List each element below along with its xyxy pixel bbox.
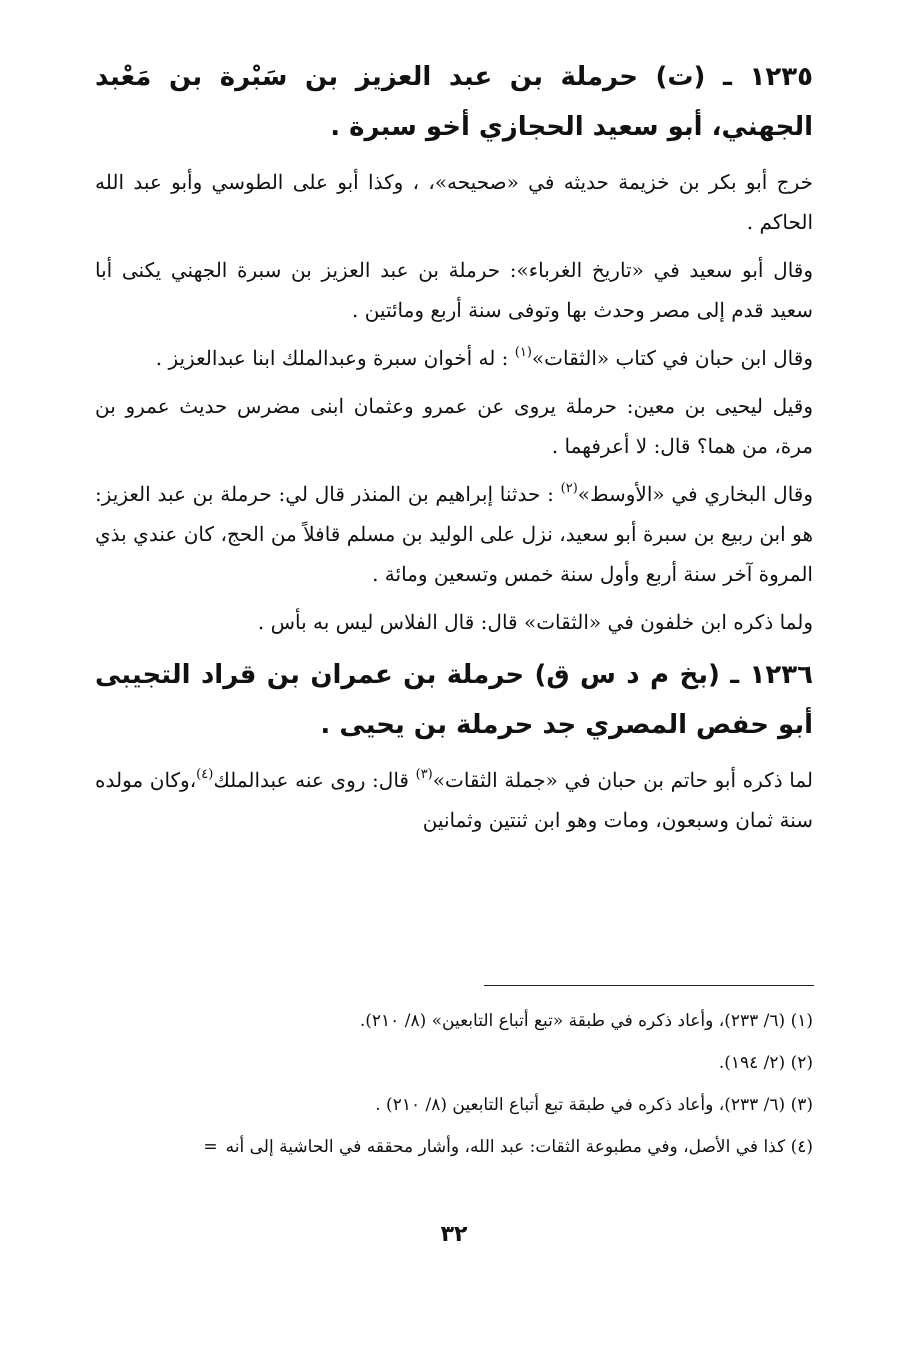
footnote-2: (٢) (٢/ ١٩٤).: [718, 1053, 813, 1073]
paragraph: ولما ذكره ابن خلفون في «الثقات» قال: قال الفلاس ليس به بأس .: [257, 610, 813, 634]
entry-heading-text: ـ (ت) حرملة بن عبد العزيز بن سَبْرة بن مَعْبد الجهني، أبو سعيد الحجازي أخو سبرة .: [95, 62, 813, 142]
entry-heading-1235: [95, 52, 813, 152]
footnote-ref: (٤): [196, 767, 214, 782]
footnote-4-text: (٤) كذا في الأصل، وفي مطبوعة الثقات: عبد الله، وأشار محققه في الحاشية إلى أنه: [225, 1137, 813, 1157]
footnote-3: (٣) (٦/ ٢٣٣)، وأعاد ذكره في طبقة تبع أتباع التابعين (٨/ ٢١٠) .: [375, 1095, 813, 1115]
page-body: [95, 52, 813, 848]
footnote-ref: (٣): [415, 767, 433, 782]
entry-heading-1236: [95, 650, 813, 750]
footnote-4: [95, 1126, 813, 1168]
paragraph: وقال أبو سعيد في «تاريخ الغرباء»: حرملة بن عبد العزيز بن سبرة الجهني يكنى أبا سعيد قدم إلى مصر وحدث بها وتوفى سنة أربع ومائتين .: [95, 258, 813, 322]
footnote-ref: (١): [514, 345, 532, 360]
paragraph: خرج أبو بكر بن خزيمة حديثه في «صحيحه»، ، وكذا أبو على الطوسي وأبو عبد الله الحاكم .: [95, 170, 813, 234]
footnote-ref: (٢): [560, 481, 578, 496]
paragraph-text: ،وكان مولده سنة ثمان وسبعون، ومات وهو ابن ثنتين وثمانين: [95, 768, 813, 832]
paragraph: وقيل ليحيى بن معين: حرملة يروى عن عمرو وعثمان ابنى مضرس حديث عمرو بن مرة، من هما؟ قال: لا أعرفهما .: [95, 394, 813, 458]
paragraph-text: وقال البخاري في «الأوسط»: [577, 482, 814, 506]
paragraph-text: : حدثنا إبراهيم بن المنذر قال لي: حرملة بن عبد العزيز: هو ابن ربيع بن سبرة أبو سعيد، نزل على الوليد بن مسلم قافلاً من الحج، كان عندي بذي المروة آخر سنة أربع وأول سنة خمس وتسعين ومائة .: [95, 482, 813, 586]
footnotes: [95, 1000, 813, 1168]
entry-number: ١٢٣٥: [749, 62, 813, 92]
paragraph: [95, 474, 813, 594]
paragraph-text: : له أخوان سبرة وعبدالملك ابنا عبدالعزيز .: [155, 346, 515, 370]
paragraph: [95, 760, 813, 840]
paragraph: [95, 338, 813, 378]
page-number: ٣٢: [440, 1222, 468, 1247]
continuation-mark: =: [203, 1137, 218, 1157]
entry-heading-text: ـ (بخ م د س ق) حرملة بن عمران بن قراد التجيبى أبو حفص المصري جد حرملة بن يحيى .: [95, 660, 813, 740]
paragraph-text: وقال ابن حبان في كتاب «الثقات»: [531, 346, 813, 370]
footnote-1: (١) (٦/ ٢٣٣)، وأعاد ذكره في طبقة «تبع أتباع التابعين» (٨/ ٢١٠).: [359, 1011, 813, 1031]
paragraph-text: قال: روى عنه عبدالملك: [213, 768, 416, 792]
entry-number: ١٢٣٦: [749, 660, 813, 690]
paragraph-text: لما ذكره أبو حاتم بن حبان في «جملة الثقات»: [432, 768, 813, 792]
footnote-divider: [484, 985, 814, 986]
